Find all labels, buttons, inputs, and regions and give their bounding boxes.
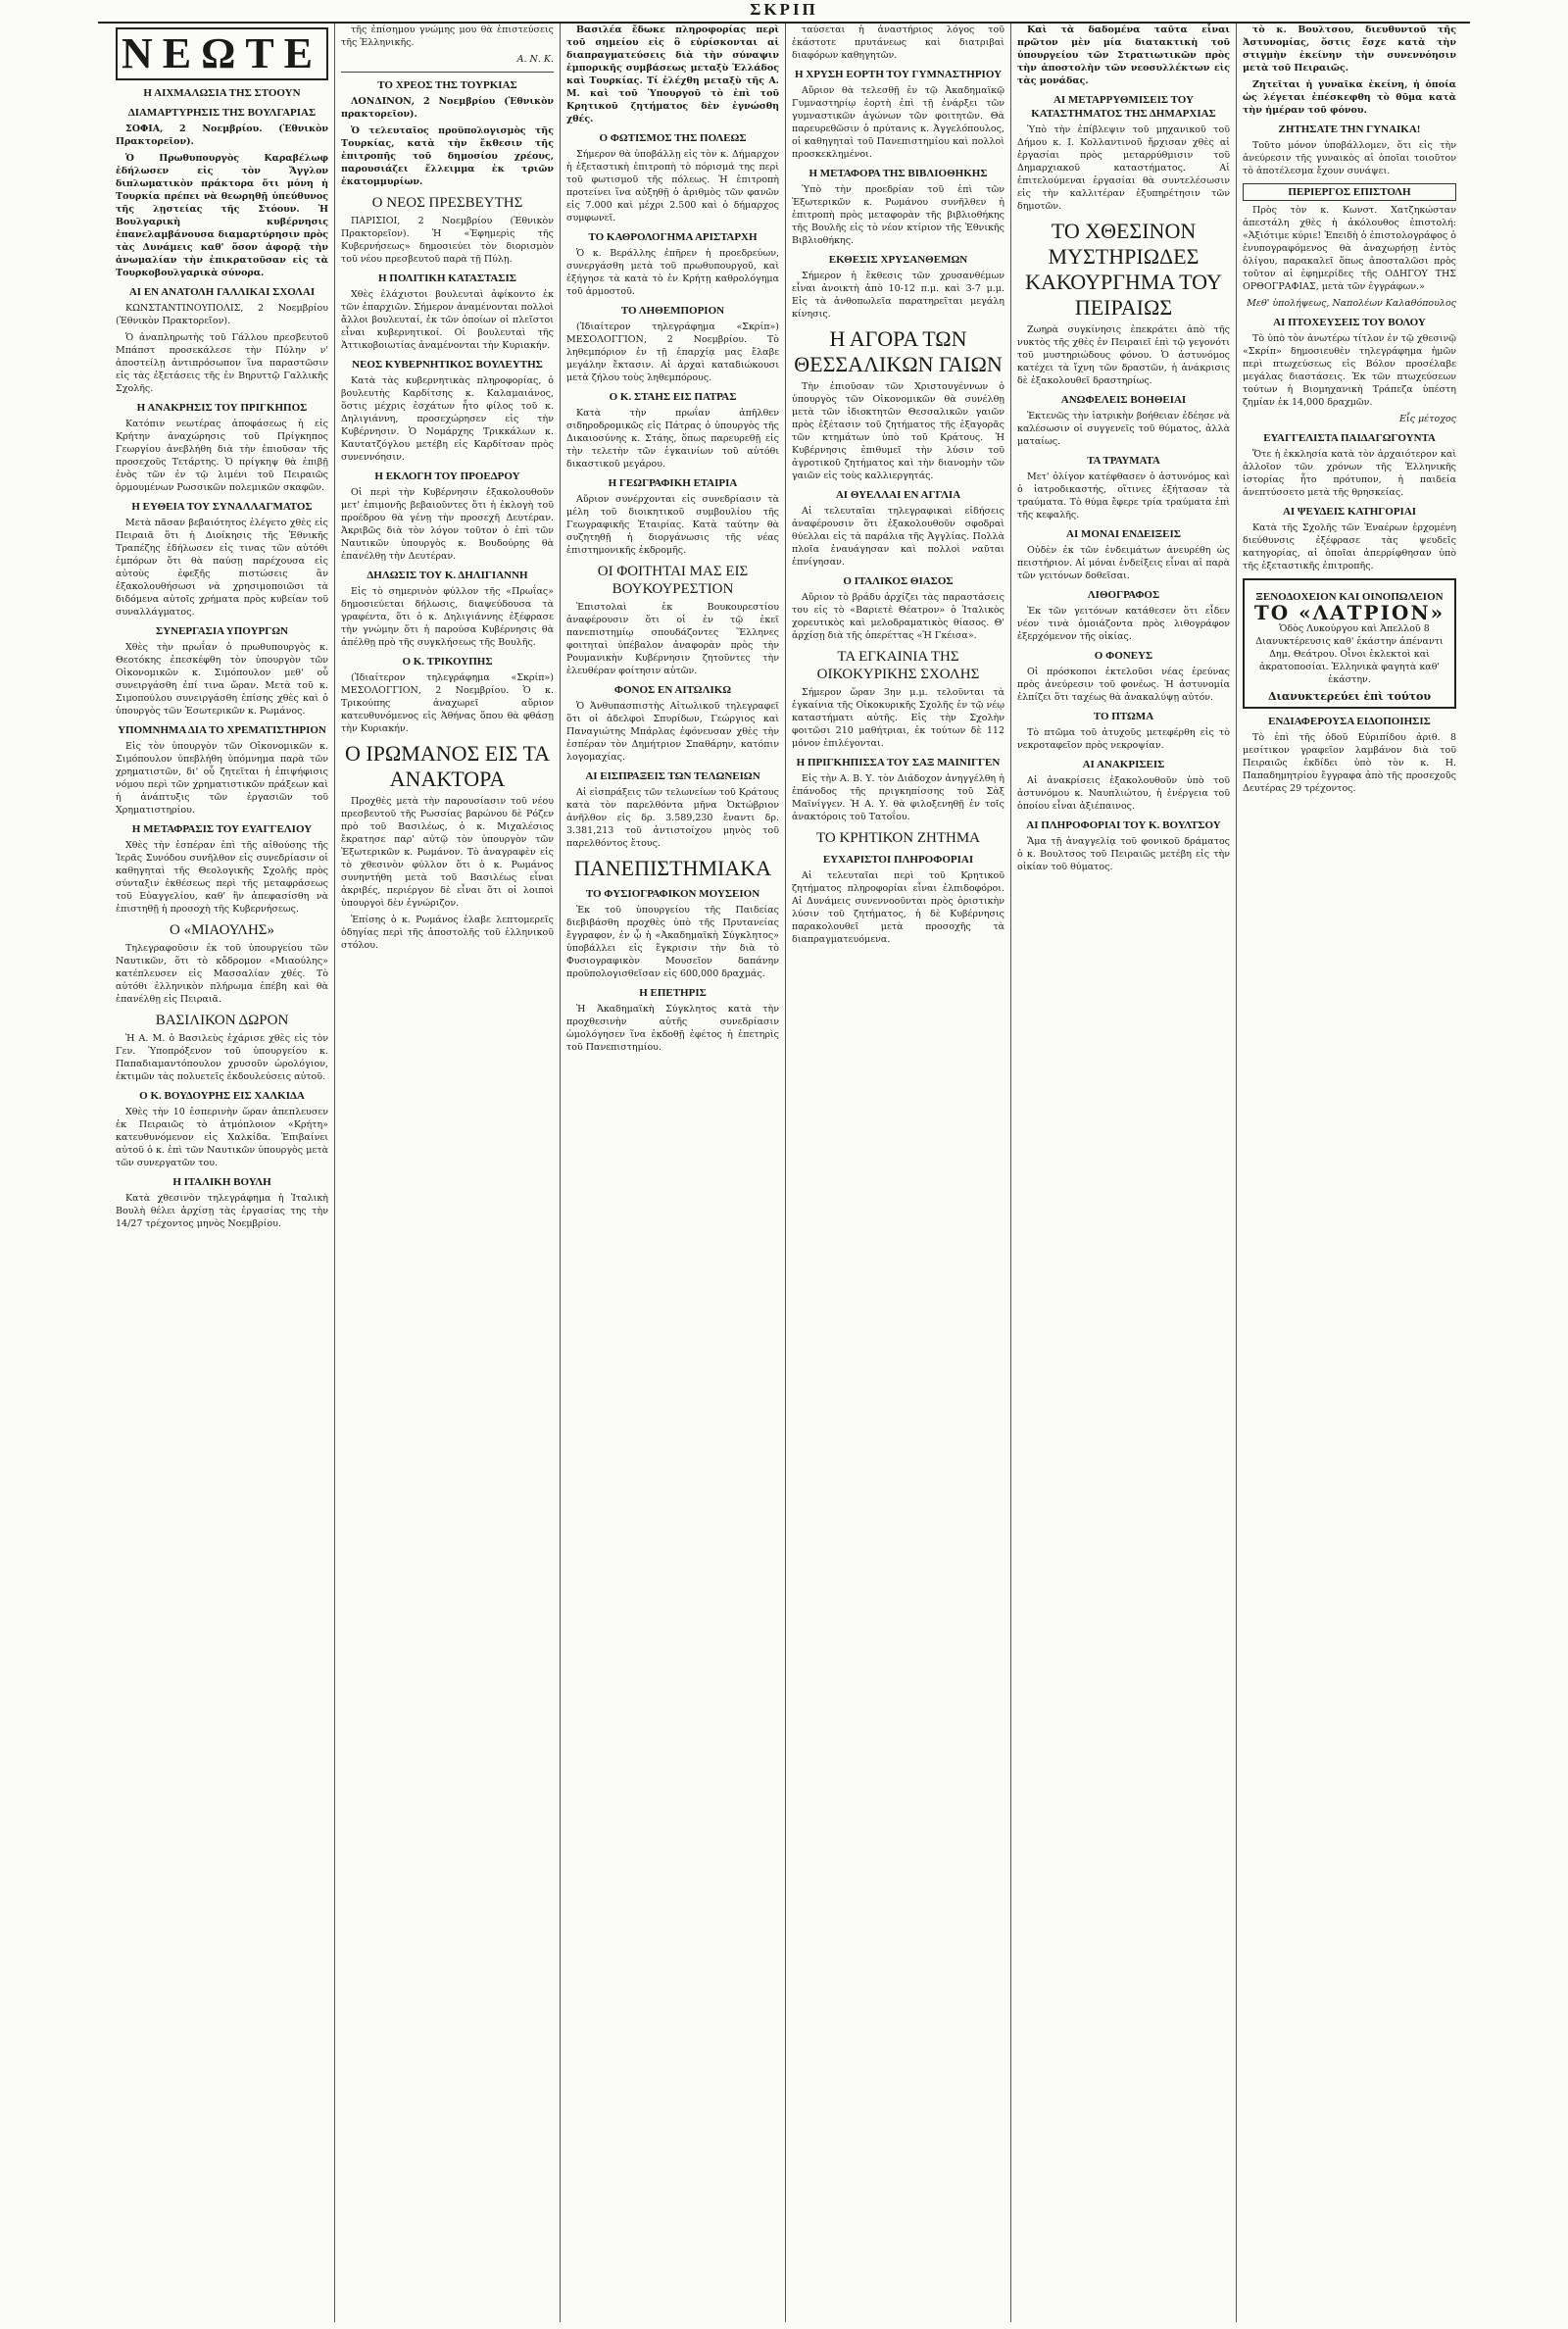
- headline: Ο ΙΡΩΜΑΝΟΣ ΕΙΣ ΤΑ ΑΝΑΚΤΟΡΑ: [344, 741, 551, 791]
- signature: Εἷς μέτοχος: [1398, 414, 1456, 424]
- headline: Η ΙΤΑΛΙΚΗ ΒΟΥΛΗ: [172, 1176, 271, 1188]
- article-text: Τὸ πτῶμα τοῦ ἀτυχοῦς μετεφέρθη εἰς τὸ νεκροταφεῖον πρὸς νεκροψίαν.: [1017, 727, 1230, 751]
- signature: Α. Ν. Κ.: [516, 54, 554, 65]
- article-text: Εἰς τὸ σημερινὸν φύλλον τῆς «Πρωΐας» δημοσιεύεται δήλωσις, διαψεύδουσα τὰ γραφέντα, ὅτι ὁ κ. Δηλιγιάννης ἐξέφρασε τὴν γνώμην ὅτι ἡ παρούσα Κυβέρνησις θὰ ἀπέλθῃ πρὸ τῆς συγκλήσεως τῆς Βουλῆς.: [341, 586, 554, 648]
- column-1: [110, 24, 335, 2322]
- article-text: τῆς ἐπίσημου γνώμης μου θὰ ἐπιστεύσεις τῆς Ἑλληνικῆς.: [341, 25, 554, 48]
- headline: Η ΠΟΛΙΤΙΚΗ ΚΑΤΑΣΤΑΣΙΣ: [378, 273, 516, 284]
- signature: Μεθ' ὑπολήψεως, Ναπολέων Καλαθόπουλος: [1247, 298, 1456, 309]
- headline: Ο Κ. ΣΤΑΗΣ ΕΙΣ ΠΑΤΡΑΣ: [609, 391, 737, 403]
- column-5: [1011, 24, 1237, 2322]
- article-text: Χθὲς ἐλάχιστοι βουλευταὶ ἀφίκοντο ἐκ τῶν ἐπαρχιῶν. Σήμερον ἀναμένονται πολλοὶ ἄλλοι βουλευταί, ἐκ τῶν ὁποίων οἱ πλεῖστοι εἶναι κυβερνητικοί. Οἱ βουλευταὶ τῆς Ἀττικοβοιωτίας ἀναμένονται τὴν Κυριακήν.: [341, 289, 554, 351]
- ad-title: ΞΕΝΟΔΟΧΕΙΟΝ ΚΑΙ ΟΙΝΟΠΩΛΕΙΟΝ: [1255, 591, 1444, 603]
- news-banner: ΝΕΩΤΕ: [116, 27, 328, 80]
- article-text: Εἰς τὴν Α. Β. Υ. τὸν Διάδοχον ἀνηγγέλθη ἡ ἐπάνοδος τῆς πριγκηπίσσης τοῦ Σὰξ Μαϊνίγγεν. Ἡ Α. Υ. θὰ φιλοξενηθῇ ἐν τοῖς ἀνακτόροις τοῦ Τατοΐου.: [792, 773, 1004, 822]
- headline: Η ΕΠΕΤΗΡΙΣ: [639, 987, 707, 999]
- column-6: [1237, 24, 1462, 2322]
- article-text: Κατὰ τῆς Σχολῆς τῶν Ἐναέρων ἐρχομένη διεύθυνσις ἐξέφρασε τὰς ψευδεῖς κατηγορίας, αἱ ὁποῖαι ἀπερρίφθησαν ὑπὸ τῆς ἐξεταστικῆς ἐπιτροπῆς.: [1243, 522, 1456, 571]
- headline: Η ΜΕΤΑΦΟΡΑ ΤΗΣ ΒΙΒΛΙΟΘΗΚΗΣ: [808, 168, 988, 179]
- article-text: Ὁ κ. Βεράλλης ἐπῆρεν ἡ προεδρεύων, συνεργάσθη μετὰ τοῦ πρωθυπουργοῦ, καὶ ἐξήγησε τὰ κατὰ τὸ ἐν Κρήτῃ καθρολόγημα τοῦ ἀρμοστοῦ.: [566, 248, 779, 297]
- headline: ΤΑ ΤΡΑΥΜΑΤΑ: [1087, 455, 1160, 467]
- article-text: Πρὸς τὸν κ. Κωνστ. Χατζηκώσταν ἀπεστάλη χθὲς ἡ ἀκόλουθος ἐπιστολή: «Ἀξιότιμε κύριε! Ἐπειδὴ ὁ ἐπιστολογράφος ὁ ἐνυπογραφόμενος θὰ ἀναχωρήσῃ ἐντὸς ὀλίγου, παρακαλεῖ ὅπως ἀποσταλῶσι πρὸς τοῦτον αἱ ἐφημερίδες τῆς ΟΔΗΓΟΥ ΤΗΣ ΟΡΘΟΓΡΑΦΙΑΣ, μετὰ τῶν ἐγγράφων.»: [1243, 205, 1456, 292]
- headline: ΑΙ ΘΥΕΛΛΑΙ ΕΝ ΑΓΓΛΙΑ: [835, 489, 961, 501]
- article-text: Ζητεῖται ἡ γυναῖκα ἐκείνη, ἡ ὁποία ὡς λέγεται ἐπέσκεφθη τὸ θῦμα κατὰ τὴν ἡμέραν τοῦ φόνου.: [1243, 79, 1456, 116]
- article-text: Αἱ τελευταῖαι περὶ τοῦ Κρητικοῦ ζητήματος πληροφορίαι εἶναι ἐλπιδοφόροι. Αἱ Δυνάμεις συνεννοοῦνται πρὸς ὁριστικὴν λύσιν τοῦ ζητήματος, ἡ δὲ Κυβέρνησις παρακολουθεῖ μετὰ προσοχῆς τὰ διαπραγματευόμενα.: [792, 870, 1004, 945]
- article-text: Κατὰ χθεσινὸν τηλεγράφημα ἡ Ἰταλικὴ Βουλὴ θέλει ἀρχίσῃ τὰς ἐργασίας της τὴν 14/27 τρέχοντος μηνὸς Νοεμβρίου.: [116, 1193, 328, 1229]
- article-text: Αἱ ἀνακρίσεις ἐξακολουθοῦν ὑπὸ τοῦ ἀστυνόμου κ. Ναυπλιώτου, ἡ ἐνέργεια τοῦ ὁποίου εἶναι ἀξιέπαινος.: [1017, 775, 1230, 812]
- article-text: Κατὰ τὴν πρωΐαν ἀπῆλθεν σιδηροδρομικῶς εἰς Πάτρας ὁ ὑπουργὸς τῆς Δικαιοσύνης κ. Στάης, ὅπως παρευρεθῇ εἰς τὴν τελετὴν τῶν ἐγκαινίων τοῦ αὐτόθι δικαστικοῦ μεγάρου.: [566, 408, 779, 470]
- article-text: Προχθὲς μετὰ τὴν παρουσίασιν τοῦ νέου πρεσβευτοῦ τῆς Ρωσσίας βαρώνου δὲ Ρόζεν πρὸ τοῦ Βασιλέως, ὁ κ. Μιχαλέσιος ἔκρατησε παρ' αὐτῷ τὸν ὑπουργὸν τῶν Ἐξωτερικῶν κ. Ρωμάνον. Τὸ ἀναγραφὲν εἰς τὸ χθεσινὸν φύλλον ὅτι ὁ κ. Ρωμάνος συνηντήθη μετὰ τοῦ Βασιλέως εἶναι ἀκριβές, περιέργον δὲ εἶναι ὅτι οἱ λοιποὶ ὑπουργοὶ δὲν ἐγνώριζον.: [341, 796, 554, 909]
- article-text: Κατὰ τὰς κυβερνητικὰς πληροφορίας, ὁ βουλευτὴς Καρδίτσης κ. Καλαμαιάνος, ὅστις μέχρις ἐσχάτων ἦτο φίλος τοῦ κ. Δηλιγιάννη, προσεχώρησεν εἰς τὴν Κυβέρνησιν. Ὁ Νομάρχης Τρικκάλων κ. Καυτατζόγλου μετέβη εἰς Καρδίτσαν πρὸς συνεννόησιν.: [341, 375, 554, 463]
- article-text: Καὶ τὰ δαδομένα ταῦτα εἶναι πρῶτον μὲν μία διατακτικὴ τοῦ ὑπουργείου τῶν Στρατιωτικῶν πρὸς τὴν ἀποστολὴν τῶν νεοσυλλέκτων εἰς τὰς μονάδας.: [1017, 25, 1230, 86]
- article-text: Ἅμα τῇ ἀναγγελίᾳ τοῦ φονικοῦ δράματος ὁ κ. Βουλτσος τοῦ Πειραιῶς μετέβη εἰς τὴν οἰκίαν τοῦ θύματος.: [1017, 836, 1230, 872]
- headline: ΕΝΔΙΑΦΕΡΟΥΣΑ ΕΙΔΟΠΟΙΗΣΙΣ: [1268, 716, 1431, 727]
- article-text: Ἐπιστολαὶ ἐκ Βουκουρεστίου ἀναφέρουσιν ὅτι οἱ ἐν τῷ ἐκεῖ πανεπιστημίῳ σπουδάζοντες Ἕλληνες φοιτηταὶ ὑπέβαλον ἀναφορὰν πρὸς τὴν Ρουμανικὴν Κυβέρνησιν ζητοῦντες τὴν ἐλευθέραν φοίτησιν αὐτῶν.: [566, 602, 779, 676]
- article-text: Μετὰ πᾶσαν βεβαιότητος ἐλέγετο χθὲς εἰς Πειραιᾶ ὅτι ἡ Διοίκησις τῆς Ἐθνικῆς Τραπέζης ἐδήλωσεν εἰς τινας τῶν αὐτόθι ἐμπόρων ὅτι θὰ παύσῃ παρέχουσα εἰς αὐτοὺς ἐφεξῆς πιστώσεις ἂν ἐξακολουθήσωσι νὰ χρησιμοποιῶσι τὰ διδόμενα αὐτοῖς χρήματα πρὸς κυβείαν τοῦ συναλλάγματος.: [116, 518, 328, 618]
- headline: ΔΙΑΜΑΡΤΥΡΗΣΙΣ ΤΗΣ ΒΟΥΛΓΑΡΙΑΣ: [127, 107, 317, 119]
- headline: ΟΙ ΦΟΙΤΗΤΑΙ ΜΑΣ ΕΙΣ ΒΟΥΚΟΥΡΕΣΤΙΟΝ: [597, 564, 749, 597]
- article-text: Οἱ περὶ τὴν Κυβέρνησιν ἐξακολουθοῦν μετ' ἐπιμονῆς βεβαιοῦντες ὅτι ἡ ἐκλογὴ τοῦ προέδρου θὰ γένῃ τὴν προσεχῆ Δευτέραν. Ἀκριβῶς διὰ τὸν λόγον τοῦτον ὁ ἐπὶ τῶν Ναυτικῶν ὑπουργὸς κ. Βουδούρης θὰ ἐπανέλθῃ τὴν Δευτέραν.: [341, 487, 554, 562]
- headline: Η ΧΡΥΣΗ ΕΟΡΤΗ ΤΟΥ ΓΥΜΝΑΣΤΗΡΙΟΥ: [794, 69, 1003, 80]
- headline: Η ΕΚΛΟΓΗ ΤΟΥ ΠΡΟΕΔΡΟΥ: [374, 471, 520, 482]
- headline: Η ΕΥΘΕΙΑ ΤΟΥ ΣΥΝΑΛΛΑΓΜΑΤΟΣ: [131, 501, 313, 513]
- article-text: Ὁ Πρωθυπουργὸς Καραβέλωφ ἐδήλωσεν εἰς τὸν Ἄγγλον διπλωματικὸν πράκτορα ὅτι μόνη ἡ Τουρκία πρέπει νὰ θεωρηθῇ ὑπεύθυνος τῆς λῃστείας τῆς Στόουν. Ἡ Βουλγαρικὴ κυβέρνησις ἐπανελαμβάνουσα διαμαρτύρησιν πρὸς τὰς Δυνάμεις καθ' ὅσον ἀφορᾷ τὴν ἀνωμαλίαν τὴν ἐπικρατοῦσαν εἰς τὰ Τουρκοβουλγαρικὰ σύνορα.: [116, 153, 328, 278]
- article-text: Σήμερον ἡ ἔκθεσις τῶν χρυσανθέμων εἶναι ἀνοικτὴ ἀπὸ 10-12 π.μ. καὶ 3-7 μ.μ. Εἰς τὰ ἀνθοπωλεῖα παρατηρεῖται μεγάλη κίνησις.: [792, 271, 1004, 320]
- article-text: Αὔριον τὸ βράδυ ἀρχίζει τὰς παραστάσεις του εἰς τὸ «Βαριετὲ Θέατρον» ὁ Ἰταλικὸς χορευτικὸς καὶ μελοδραματικὸς θίασος. Θ' ἀρχίσῃ διὰ τῆς ὀπερέττας «Ἡ Γκέισα».: [792, 592, 1004, 641]
- headline: ΝΕΟΣ ΚΥΒΕΡΝΗΤΙΚΟΣ ΒΟΥΛΕΥΤΗΣ: [352, 359, 543, 371]
- headline: ΑΝΩΦΕΛΕΙΣ ΒΟΗΘΕΙΑΙ: [1060, 394, 1187, 406]
- article-text: Τὴν ἐπιοῦσαν τῶν Χριστουγέννων ὁ ὑπουργὸς τῶν Οἰκονομικῶν θὰ συνέλθῃ μετὰ τῶν ἰδιοκτητῶν Θεσσαλικῶν γαιῶν πρὸς ἐξέτασιν τοῦ ζητήματος τῆς ἐξαγορᾶς τῶν κτημάτων ὑπὸ τοῦ Κράτους. Ἡ Κυβέρνησις ἐπιθυμεῖ τὴν λύσιν τοῦ ἀγροτικοῦ ζητήματος καὶ τὴν διανομὴν τῶν γαιῶν εἰς τοὺς καλλιεργητάς.: [792, 381, 1004, 481]
- article-text: Ἐκ τοῦ ὑπουργείου τῆς Παιδείας διεβιβάσθη προχθὲς ὑπὸ τῆς Πρυτανείας ἔγγραφον, ἐν ᾧ ἡ «Ἀκαδημαϊκὴ Σύγκλητος» ὑποβάλλει εἰς ἔγκρισιν τὴν διὰ τὸ Φυσιογραφικὸν Μουσεῖον δαπάνην προϋπολογισθεῖσαν εἰς 600,000 δραχμάς.: [566, 905, 779, 979]
- article-text: Ὁ Ἀνθυπασπιστὴς Αἰτωλικοῦ τηλεγραφεῖ ὅτι οἱ ἀδελφοὶ Σπυρίδων, Γεώργιος καὶ Παναγιώτης Μπάρλας ἐφόνευσαν χθὲς τὴν ἑσπέραν τὸν Δημήτριον Σπαθάρην, κατόπιν λογομαχίας.: [566, 701, 779, 763]
- headline: Η ΜΕΤΑΦΡΑΣΙΣ ΤΟΥ ΕΥΑΓΓΕΛΙΟΥ: [131, 823, 313, 835]
- headline: ΕΚΘΕΣΙΣ ΧΡΥΣΑΝΘΕΜΩΝ: [828, 254, 968, 266]
- headline: Η ΑΝΑΚΡΗΣΙΣ ΤΟΥ ΠΡΙΓΚΗΠΟΣ: [136, 402, 308, 414]
- article-text: Ἐπίσης ὁ κ. Ρωμάνος ἐλαβε λεπτομερεῖς ὁδηγίας περὶ τῆς ἀποστολῆς τοῦ ἑλληνικοῦ στόλου.: [341, 915, 554, 951]
- article-text: Τὸ ὑπὸ τὸν ἀνωτέρω τίτλον ἐν τῷ χθεσινῷ «Σκρίπ» δημοσιευθὲν τηλεγράφημα ἡμῶν περὶ πτωχεύσεως εἰς Βόλον προσέλαβε μεγάλας διαστάσεις. Ἐκ τῶν πτωχεύσεων τούτων ἡ Βιομηχανικὴ Τράπεζα ὑπέστη ζημίαν ἐκ 14,000 δραχμῶν.: [1243, 333, 1456, 408]
- dateline: ΛΟΝΔΙΝΟΝ, 2 Νοεμβρίου (Ἐθνικὸν πρακτορεῖον).: [341, 96, 554, 120]
- article-text: Ἡ Ἀκαδημαϊκὴ Σύγκλητος κατὰ τὴν προχθεσινὴν αὐτῆς συνεδρίασιν ὡμολόγησεν ἵνα ἐκδοθῇ ἐφέτος ἡ ἐπετηρὶς τοῦ Πανεπιστημίου.: [566, 1004, 779, 1053]
- ad-text: Ὁδὸς Λυκούργου καὶ Ἀπελλοῦ 8 Διανυκτέρευσις καθ' ἑκάστην ἀπέναντι Δημ. Θεάτρου. Οἶνοι ἐκλεκτοὶ καὶ ἀκρατοποσίαι. Ἑλληνικὰ φαγητὰ καθ' ἑκάστην.: [1255, 623, 1444, 685]
- article-text: Χθὲς τὴν ἑσπέραν ἐπὶ τῆς αἰθούσης τῆς Ἱερᾶς Συνόδου συνῆλθον εἰς συνεδρίασιν οἱ καθηγηταὶ τῆς Θεολογικῆς Σχολῆς πρὸς σύνταξιν ἐκθέσεως περὶ τῆς μεταφράσεως τοῦ Εὐαγγελίου, καθ' ἣν ἀπεφασίσθη νὰ ἐπιστηθῇ ἡ προσοχὴ τῆς Κυβερνήσεως.: [116, 840, 328, 915]
- article-text: Ἐκτενῶς τὴν ἰατρικὴν βοήθειαν ἐδέησε νὰ καλέσωσιν οἱ συγγενεῖς τοῦ θύματος, ἀλλὰ ματαίως.: [1017, 411, 1230, 447]
- headline: ΤΟ ΧΡΕΟΣ ΤΗΣ ΤΟΥΡΚΙΑΣ: [377, 79, 517, 91]
- headline: ΣΥΝΕΡΓΑΣΙΑ ΥΠΟΥΡΓΩΝ: [156, 625, 288, 637]
- subheadline: ΤΟ ΦΥΣΙΟΓΡΑΦΙΚΟΝ ΜΟΥΣΕΙΟΝ: [585, 888, 760, 900]
- article-text: Σήμερον θὰ ὑποβάλλῃ εἰς τὸν κ. Δήμαρχον ἡ ἐξεταστικὴ ἐπιτροπὴ τὸ πόρισμά της περὶ τοῦ φωτισμοῦ τῆς πόλεως. Ἡ ἐπιτροπὴ προτείνει ἵνα αὐξηθῇ ὁ ἀριθμὸς τῶν φανῶν εἰς 7.000 καὶ μέχρι 2.500 καὶ ὁ δήμαρχος συμφωνεῖ.: [566, 149, 779, 223]
- headline: ΑΙ ΠΤΟΧΕΥΣΕΙΣ ΤΟΥ ΒΟΛΟΥ: [1273, 317, 1426, 328]
- article-text: ταύσεται ἡ ἀναστήριος λόγος τοῦ ἐκάστοτε πρυτάνεως καὶ διατριβαὶ διαφόρων καθηγητῶν.: [792, 25, 1004, 61]
- headline: ΑΙ ΜΟΝΑΙ ΕΝΔΕΙΞΕΙΣ: [1066, 528, 1181, 540]
- article-text: Σήμερον ὥραν 3ην μ.μ. τελοῦνται τὰ ἐγκαίνια τῆς Οἰκοκυρικῆς Σχολῆς ἐν τῷ νέῳ καταστήματι αὐτῆς. Εἰς τὴν Σχολὴν φοιτῶσι 210 μαθήτριαι, ἐκ τούτων δὲ 112 μόνον ἐπιλέγονται.: [792, 687, 1004, 749]
- headline: Η ΠΡΙΓΚΗΠΙΣΣΑ ΤΟΥ ΣΑΞ ΜΑΙΝΙΓΓΕΝ: [796, 757, 1001, 768]
- headline: Ο ΝΕΟΣ ΠΡΕΣΒΕΥΤΗΣ: [371, 195, 523, 211]
- headline: ΤΟ ΚΑΘΡΟΛΟΓΗΜΑ ΑΡΙΣΤΑΡΧΗ: [588, 231, 758, 243]
- column-2: [335, 24, 561, 2322]
- headline: ΑΙ ΕΙΣΠΡΑΞΕΙΣ ΤΩΝ ΤΕΛΩΝΕΙΩΝ: [585, 770, 760, 782]
- headline: Ο ΙΤΑΛΙΚΟΣ ΘΙΑΣΟΣ: [843, 575, 954, 587]
- ad-note: Διανυκτερεύει ἐπὶ τούτου: [1267, 690, 1432, 703]
- headline: ΑΙ ΑΝΑΚΡΙΣΕΙΣ: [1082, 759, 1165, 770]
- dateline: ΣΟΦΙΑ, 2 Νοεμβρίου. (Ἐθνικὸν Πρακτορεῖον).: [116, 124, 328, 147]
- article-text: Τηλεγραφοῦσιν ἐκ τοῦ ὑπουργείου τῶν Ναυτικῶν, ὅτι τὸ κὄδρομον «Μιαούλης» κατέπλευσεν εἰς Μασσαλίαν χθές. Τὸ αὐτόθι ἑλληνικὸν πλήρωμα ἐπέβη καὶ θὰ ἐπανέλθῃ εἰς Πειραιᾶ.: [116, 943, 328, 1005]
- columns: [110, 24, 1462, 2322]
- headline: ΤΟ ΚΡΗΤΙΚΟΝ ΖΗΤΗΜΑ: [815, 830, 980, 846]
- article-text: Τοῦτο μόνον ὑποβάλλομεν, ὅτι εἰς τὴν ἀνεύρεσιν τῆς γυναικὸς αἱ ὁποῖαι τοιοῦτον τὸ ἀποτέλεσμα ἔχουν συνάψει.: [1243, 140, 1456, 176]
- headline: ΠΑΝΕΠΙΣΤΗΜΙΑΚΑ: [574, 856, 771, 880]
- headline: Η ΑΙΧΜΑΛΩΣΙΑ ΤΗΣ ΣΤΟΟΥΝ: [143, 87, 301, 99]
- headline: ΑΙ ΠΛΗΡΟΦΟΡΙΑΙ ΤΟΥ Κ. ΒΟΥΛΤΣΟΥ: [1026, 819, 1221, 831]
- article-text: Αἱ εἰσπράξεις τῶν τελωνείων τοῦ Κράτους κατὰ τὸν παρελθόντα μῆνα Ὀκτώβριον ἀνῆλθον εἰς δρ. 3.589,230 ἔναντι δρ. 3.381,213 τοῦ ἀντιστοίχου μηνὸς τοῦ παρελθόντος ἔτους.: [566, 787, 779, 849]
- article-text: (Ἰδιαίτερον τηλεγράφημα «Σκρίπ») ΜΕΣΟΛΟΓΓΙΟΝ, 2 Νοεμβρίου. Ὁ κ. Τρικούπης ἀναχωρεῖ αὔριον κατευθυνόμενος εἰς Ἀθήνας ὅπου θὰ φθάσῃ τὴν Κυριακήν.: [341, 672, 554, 734]
- article-text: Ἐκ τῶν γειτόνων κατάθεσεν ὅτι εἶδεν νέον τινὰ ὁμοιάζοντα πρὸς λιθογράφον ἐξερχόμενον τῆς οἰκίας.: [1017, 606, 1230, 642]
- article-text: Μετ' ὀλίγον κατέφθασεν ὁ ἀστυνόμος καὶ ὁ ἰατροδικαστής, οἵτινες ἐξήτασαν τὰ τραύματα. Τὸ θύμα ἔφερε τρία τραύματα ἐπὶ τῆς κεφαλῆς.: [1017, 471, 1230, 520]
- headline: ΑΙ ΜΕΤΑΡΡΥΘΜΙΣΕΙΣ ΤΟΥ ΚΑΤΑΣΤΗΜΑΤΟΣ ΤΗΣ ΔΗΜΑΡΧΙΑΣ: [1031, 94, 1216, 120]
- headline: ΖΗΤΗΣΑΤΕ ΤΗΝ ΓΥΝΑΙΚΑ!: [1278, 124, 1421, 135]
- article-text: Ὁ ἀναπληρωτὴς τοῦ Γάλλου πρεσβευτοῦ Μπάπστ προσεκάλεσε τὴν Πύλην ν' ἀποστείλῃ ἀντιπρόσωπον ἵνα παραστῶσιν εἰς τὰς ἐξετάσεις τῆς ἐν Βηρυττῷ Γαλλικῆς Σχολῆς.: [116, 332, 328, 394]
- headline: ΑΙ ΕΝ ΑΝΑΤΟΛΗ ΓΑΛΛΙΚΑΙ ΣΧΟΛΑΙ: [128, 286, 316, 298]
- article-text: Ἡ Α. Μ. ὁ Βασιλεὺς ἐχάρισε χθὲς εἰς τὸν Γεν. Ὑποπρόξενον τοῦ ὑπουργείου κ. Παπαδιαμαντόπουλον χρυσοῦν ὡρολόγιον, ἐκτιμῶν τὰς πολυετεῖς ἐκδουλεύσεις αὐτοῦ.: [116, 1033, 328, 1082]
- headline: ΠΕΡΙΕΡΓΟΣ ΕΠΙΣΤΟΛΗ: [1243, 183, 1456, 201]
- headline: ΥΠΟΜΝΗΜΑ ΔΙΑ ΤΟ ΧΡΕΜΑΤΙΣΤΗΡΙΟΝ: [118, 724, 326, 736]
- headline: ΒΑΣΙΛΙΚΟΝ ΔΩΡΟΝ: [155, 1013, 289, 1028]
- headline: ΕΥΑΓΓΕΛΙΣΤΑ ΠΑΙΔΑΓΩΓΟΥΝΤΑ: [1263, 432, 1436, 444]
- article-text: Ὁ τελευταῖος προϋπολογισμὸς τῆς Τουρκίας, κατὰ τὴν ἔκθεσιν τῆς ἐπιτροπῆς τοῦ δημοσίου χρέους, παρουσιάζει ἔλλειμμα ἐκ τριῶν ἑκατομμυρίων.: [341, 125, 554, 187]
- article-text: Βασιλέα ἔδωκε πληροφορίας περὶ τοῦ σημείου εἰς ὃ εὑρίσκονται αἱ διαπραγματεύσεις διὰ τὴν σύναψιν ἐμπορικῆς συμβάσεως μεταξὺ Ἑλλάδος καὶ Τουρκίας. Τί ἐλέχθη μεταξὺ τῆς Α. Μ. καὶ τοῦ Ὑπουργοῦ τὸ ἐπὶ τοῦ Κρητικοῦ ζητήματος δὲν ἐγνώσθη χθές.: [566, 25, 779, 124]
- article-text: Ζωηρὰ συγκίνησις ἐπεκράτει ἀπὸ τῆς νυκτὸς τῆς χθὲς ἐν Πειραιεῖ ἐπὶ τῷ γεγονότι τοῦ μυστηριώδους φόνου. Ὁ ἀστυνόμος κατέχει τὰ ἴχνη τῶν δραστῶν, ἡ ἀνάκρισις δὲ ἐξακολουθεῖ δραστηρίως.: [1017, 324, 1230, 386]
- article-text: Ὑπὸ τὴν προεδρίαν τοῦ ἐπὶ τῶν Ἐξωτερικῶν κ. Ρωμάνου συνῆλθεν ἡ ἐπιτροπὴ πρὸς μεταφορὰν τῆς βιβλιοθήκης τῆς Βουλῆς εἰς τὸ νέον κτίριον τῆς Ἐθνικῆς Βιβλιοθήκης.: [792, 184, 1004, 246]
- headline: Η ΑΓΟΡΑ ΤΩΝ ΘΕΣΣΑΛΙΚΩΝ ΓΑΙΩΝ: [794, 326, 1003, 376]
- article-text: Τὸ ἐπὶ τῆς ὁδοῦ Εὐριπίδου ἀριθ. 8 μεσίτικον γραφεῖον λαμβάνον διὰ τοῦ Πειραιῶς ἐκδίδει ὑπὸ τὸν κ. Η. Παπαδημητρίου ἔγγραφα ἀπὸ τῆς προσεχοῦς Δευτέρας 29 τρέχοντος.: [1243, 732, 1456, 794]
- article-text: (Ἰδιαίτερον τηλεγράφημα «Σκρίπ») ΜΕΣΟΛΟΓΓΙΟΝ, 2 Νοεμβρίου. Τὸ ληθεμπόριον ἐν τῇ ἐπαρχίᾳ μας ἔλαβε μεγάλην ἔκτασιν. Αἱ ἀρχαὶ καταδιώκουσι μετὰ ζήλου τοὺς ληθεμπόρους.: [566, 322, 779, 383]
- headline: ΑΙ ΨΕΥΔΕΙΣ ΚΑΤΗΓΟΡΙΑΙ: [1282, 506, 1417, 518]
- article-text: Αὔριον θὰ τελεσθῇ ἐν τῷ Ἀκαδημαϊκῷ Γυμναστηρίῳ ἑορτὴ ἐπὶ τῇ ἐνάρξει τῶν γυμναστικῶν ἀγώνων τῶν φοιτητῶν. Θὰ παρευρεθῶσιν ὁ πρύτανις κ. Ἀγγελόπουλος, οἱ καθηγηταὶ τοῦ Πανεπιστημίου καὶ πολλοὶ προσκεκλημένοι.: [792, 85, 1004, 160]
- article-text: Αἱ τελευταῖαι τηλεγραφικαὶ εἰδήσεις ἀναφέρουσιν ὅτι ἐξακολουθοῦν σφοδραὶ θύελλαι εἰς τὰ παράλια τῆς Ἀγγλίας. Πολλὰ πλοῖα ἐναυάγησαν καὶ πολλοὶ ναῦται ἐπνίγησαν.: [792, 506, 1004, 568]
- column-3: [561, 24, 786, 2322]
- column-4: [786, 24, 1011, 2322]
- dateline: ΚΩΝΣΤΑΝΤΙΝΟΥΠΟΛΙΣ, 2 Νοεμβρίου (Ἐθνικὸν Πρακτορεῖον).: [116, 303, 328, 326]
- headline: Ο «ΜΙΑΟΥΛΗΣ»: [169, 922, 275, 938]
- headline: Ο ΦΩΤΙΣΜΟΣ ΤΗΣ ΠΟΛΕΩΣ: [599, 132, 747, 144]
- masthead: ΣΚΡΙΠ: [98, 0, 1470, 24]
- headline: ΦΟΝΟΣ ΕΝ ΑΙΤΩΛΙΚΩ: [613, 684, 732, 696]
- article-text: Κατόπιν νεωτέρας ἀποφάσεως ἡ εἰς Κρήτην ἀναχώρησις τοῦ Πρίγκηπος Γεωργίου ἀνεβλήθη διὰ τὴν ἐπιοῦσαν τῆς προσεχοῦς Τετάρτης. Ὁ πρίγκηψ θὰ ἐπιβῇ ἐνὸς τῶν ἐν τῷ λιμένι τοῦ Πειραιῶς ὁρμουμένων Ρωσσικῶν πολεμικῶν σκαφῶν.: [116, 419, 328, 493]
- article-text: ΠΑΡΙΣΙΟΙ, 2 Νοεμβρίου (Ἐθνικὸν Πρακτορεῖον). Ἡ «Ἐφημερὶς τῆς Κυβερνήσεως» δημοσιεύει τὸν διορισμὸν τοῦ νέου πρεσβευτοῦ παρὰ τῇ Πύλῃ.: [341, 216, 554, 265]
- article-text: Χθὲς τὴν πρωΐαν ὁ πρωθυπουργὸς κ. Θεοτόκης ἐπεσκέφθη τὸν ὑπουργὸν τῶν Οἰκονομικῶν κ. Σιμόπουλον μεθ' οὗ συνειργάσθη ἐπί τινα ὥραν. Μετὰ τοῦ κ. Σιμοπούλου συνειργάσθη ἐπίσης χθὲς καὶ ὁ ὑπουργὸς τῶν Ἐσωτερικῶν κ. Ρωμάνος.: [116, 642, 328, 717]
- headline: Ο Κ. ΒΟΥΔΟΥΡΗΣ ΕΙΣ ΧΑΛΚΙΔΑ: [139, 1090, 305, 1102]
- article-text: Οἱ πρόσκοποι ἐκτελοῦσι νέας ἐρεύνας πρὸς ἀνεύρεσιν τοῦ φονέως. Ἡ ἀστυνομία ἐλπίζει ὅτι ταχέως θὰ ἀνακαλύψῃ αὐτόν.: [1017, 667, 1230, 703]
- headline: ΛΙΘΟΓΡΑΦΟΣ: [1087, 589, 1160, 601]
- article-text: Εἰς τὸν ὑπουργὸν τῶν Οἰκονομικῶν κ. Σιμόπουλον ὑπεβλήθη ὑπόμνημα παρὰ τῶν χρηματιστῶν, δι' οὗ ζητεῖται ἡ ἐπιψήφισις νόμου περὶ τῶν χρηματιστικῶν πράξεων καὶ ἡ ἀνάπτυξις τῶν ἐργασιῶν τοῦ Χρηματιστηρίου.: [116, 741, 328, 816]
- article-text: Ὅτε ἡ ἐκκλησία κατὰ τὸν ἀρχαιότερον καὶ ἀλλοῖον τῶν χρόνων τῆς Ἑλληνικῆς ἱστορίας ἦτο πρότυπον, ἡ παιδεία ἀνεπτύσσετο μετὰ τῆς θρησκείας.: [1243, 449, 1456, 498]
- article-text: τὸ κ. Βουλτσου, διευθυντοῦ τῆς Ἀστυνομίας, ὅστις ἔσχε κατὰ τὴν στιγμὴν ἐκείνην τὴν συνεννόησιν μετὰ τοῦ Πειραιῶς.: [1243, 25, 1456, 74]
- headline: Ο ΦΟΝΕΥΣ: [1094, 650, 1153, 662]
- headline: ΤΟ ΠΤΩΜΑ: [1093, 711, 1154, 722]
- subheadline: ΕΥΧΑΡΙΣΤΟΙ ΠΛΗΡΟΦΟΡΙΑΙ: [822, 854, 974, 866]
- advertisement: [1243, 578, 1456, 709]
- article-text: Χθὲς τὴν 10 ἑσπερινὴν ὥραν ἀπεπλευσεν ἐκ Πειραιῶς τὸ ἀτμόπλοιον «Κρήτη» κατευθυνόμενον εἰς Χαλκίδα. Ἐπιβαίνει αὐτοῦ ὁ κ. ἐπὶ τῶν Ναυτικῶν ὑπουργὸς μετὰ τῶν συνεργατῶν του.: [116, 1107, 328, 1168]
- headline: Η ΓΕΩΓΡΑΦΙΚΗ ΕΤΑΙΡΙΑ: [608, 477, 738, 489]
- headline: ΤΟ ΧΘΕΣΙΝΟΝ ΜΥΣΤΗΡΙΩΔΕΣ ΚΑΚΟΥΡΓΗΜΑ ΤΟΥ ΠΕΙΡΑΙΩΣ: [1025, 219, 1222, 320]
- divider: [341, 72, 554, 73]
- article-text: Οὐδὲν ἐκ τῶν ἐνδειμάτων ἀνευρέθη ὡς πειστήριον. Αἱ μόναι ἐνδείξεις εἶναι αἱ παρὰ τῶν γειτόνων δοθεῖσαι.: [1017, 545, 1230, 581]
- article-text: Αὔριον συνέρχονται εἰς συνεδρίασιν τὰ μέλη τοῦ διοικητικοῦ συμβουλίου τῆς Γεωγραφικῆς Ἑταιρίας. Κατὰ ταύτην θὰ συζητηθῇ ἡ διοργάνωσις τῆς νέας ἐπιστημονικῆς ἐκδρομῆς.: [566, 494, 779, 556]
- article-text: Ὑπὸ τὴν ἐπίβλεψιν τοῦ μηχανικοῦ τοῦ Δήμου κ. Ι. Κολλαντινοῦ ἤρχισαν χθὲς αἱ ἐργασίαι πρὸς μεταρρύθμισιν τοῦ Δημαρχιακοῦ καταστήματος. Αἱ ἐπιτελούμεναι ἐργασίαι θὰ συντελέσωσιν εἰς τὴν καλλιτέραν ἐξυπηρέτησιν τῶν δημοτῶν.: [1017, 124, 1230, 212]
- headline: ΤΟ ΛΗΘΕΜΠΟΡΙΟΝ: [620, 305, 725, 317]
- headline: ΤΑ ΕΓΚΑΙΝΙΑ ΤΗΣ ΟΙΚΟΚΥΡΙΚΗΣ ΣΧΟΛΗΣ: [816, 649, 980, 682]
- headline: Ο Κ. ΤΡΙΚΟΥΠΗΣ: [402, 656, 493, 668]
- ad-name: ΤΟ «ΛΑΤΡΙΟΝ»: [1253, 601, 1446, 624]
- headline: ΔΗΛΩΣΙΣ ΤΟΥ Κ. ΔΗΛΙΓΙΑΝΝΗ: [367, 570, 528, 581]
